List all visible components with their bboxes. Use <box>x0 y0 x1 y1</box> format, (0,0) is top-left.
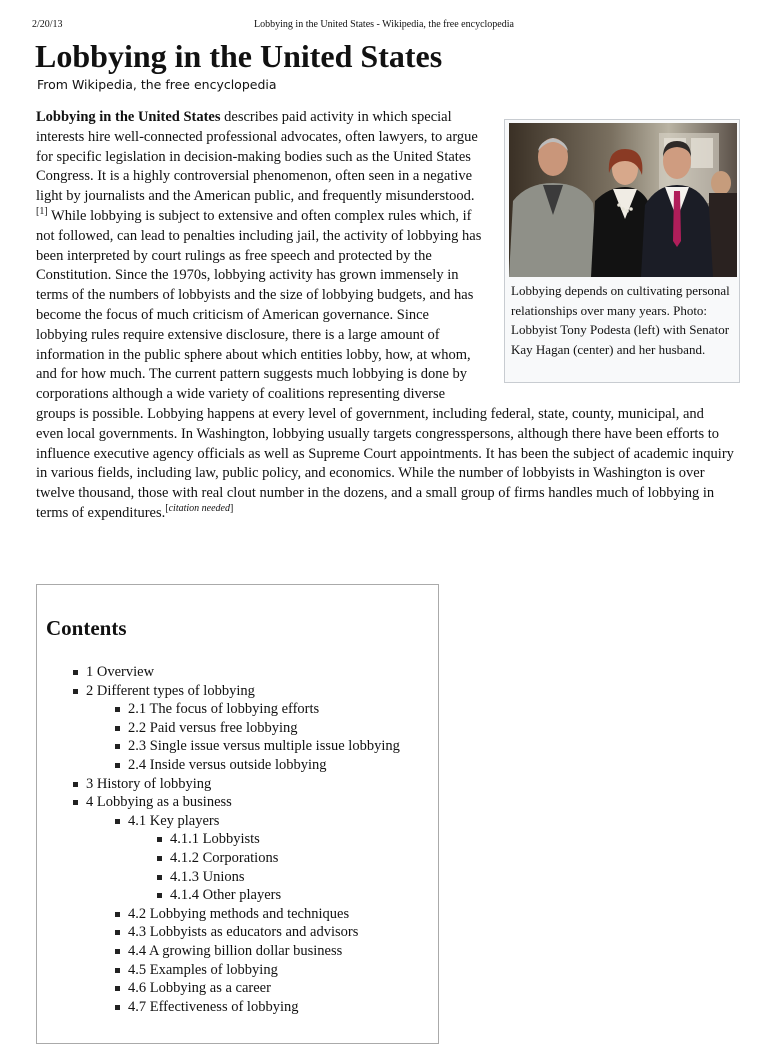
site-tagline: From Wikipedia, the free encyclopedia <box>37 77 277 92</box>
reference-1-link[interactable]: [1] <box>36 206 48 218</box>
table-of-contents <box>36 584 439 1044</box>
print-page-title: Lobbying in the United States - Wikipedia, the free encyclopedia <box>254 19 514 30</box>
figure-caption: Lobbying depends on cultivating personal relationships over many years. Photo: Lobbyist Tony Podesta (left) with Senator Kay Hagan (center) and her husband. <box>511 283 730 357</box>
toc-item-educators[interactable]: 4.3 Lobbyists as educators and advisors <box>37 923 400 942</box>
toc-item-focus-of-efforts[interactable]: 2.1 The focus of lobbying efforts <box>37 700 400 719</box>
print-header <box>32 18 736 32</box>
toc-heading: Contents <box>46 616 127 640</box>
lead-paragraph <box>36 108 734 524</box>
toc-list <box>37 663 400 1016</box>
print-date: 2/20/13 <box>32 19 63 30</box>
lobbyists-photo[interactable] <box>509 123 737 277</box>
toc-item-corporations[interactable]: 4.1.2 Corporations <box>37 849 400 868</box>
toc-item-overview[interactable]: 1 Overview <box>37 663 400 682</box>
citation-needed-link[interactable]: citation needed <box>168 503 230 515</box>
toc-item-key-players[interactable]: 4.1 Key players <box>37 812 400 831</box>
bracket-close: ] <box>229 503 234 515</box>
toc-item-billion-dollar[interactable]: 4.4 A growing billion dollar business <box>37 942 400 961</box>
toc-item-different-types[interactable]: 2 Different types of lobbying <box>37 682 400 701</box>
toc-item-as-a-business[interactable]: 4 Lobbying as a business <box>37 793 400 812</box>
lead-text-1: describes paid activity in which special interests hire well-connected professional advocates, often lawyers, to argue for specific legislation in decision-making bodies such as the United States Congress. It is a highly controversial phenomenon, often seen in a negative light by journalists and the American public, and frequently misunderstood. <box>36 109 478 205</box>
bracket-open: [ <box>165 503 169 515</box>
toc-item-single-vs-multiple[interactable]: 2.3 Single issue versus multiple issue lobbying <box>37 737 400 756</box>
toc-item-unions[interactable]: 4.1.3 Unions <box>37 868 400 887</box>
toc-item-other-players[interactable]: 4.1.4 Other players <box>37 886 400 905</box>
toc-item-effectiveness[interactable]: 4.7 Effectiveness of lobbying <box>37 998 400 1017</box>
toc-item-lobbyists[interactable]: 4.1.1 Lobbyists <box>37 830 400 849</box>
page-title: Lobbying in the United States <box>35 38 443 74</box>
toc-item-inside-vs-outside[interactable]: 2.4 Inside versus outside lobbying <box>37 756 400 775</box>
lead-bold-term: Lobbying in the United States <box>36 109 221 125</box>
toc-item-examples[interactable]: 4.5 Examples of lobbying <box>37 961 400 980</box>
toc-item-career[interactable]: 4.6 Lobbying as a career <box>37 979 400 998</box>
figure-thumbnail <box>504 119 740 383</box>
toc-item-paid-vs-free[interactable]: 2.2 Paid versus free lobbying <box>37 719 400 738</box>
toc-item-methods[interactable]: 4.2 Lobbying methods and techniques <box>37 905 400 924</box>
toc-item-history[interactable]: 3 History of lobbying <box>37 775 400 794</box>
citation-needed-tag[interactable] <box>165 503 233 514</box>
lead-text-2: While lobbying is subject to extensive and often complex rules which, if not followed, can lead to penalties including jail, the activity of lobbying has been interpreted by court rulings as free speech and protected by the Constitution. Since the 1970s, lobbying activity has grown immensely in terms of the numbers of lobbyists and the size of lobbying budgets, and has become the focus of much criticism of American governance. Since lobbying rules require extensive disclosure, there is a large amount of information in the public sphere about which entities lobby, how, at whom, and for how much. The current pattern suggests much lobbying is done by corporations although a wide variety of coalitions representing diverse groups is possible. Lobbying happens at every level of government, including federal, state, county, municipal, and even local governments. In Washington, lobbying usually targets congresspersons, although there have been efforts to influence executive agency officials as well as Supreme Court appointments. It has been the subject of academic inquiry in various fields, including law, public policy, and economics. While the number of lobbyists in Washington is over twelve thousand, those with real clout number in the dozens, and a small group of firms handles much of lobbying in terms of expenditures. <box>36 207 734 521</box>
